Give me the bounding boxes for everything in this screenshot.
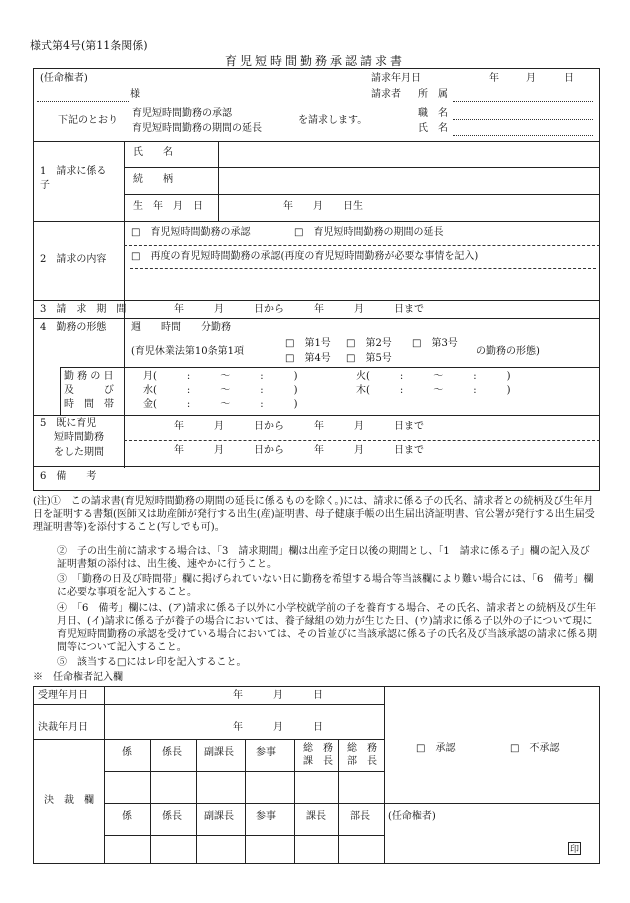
stamp-col-fukukacho-1: 副課長 bbox=[204, 747, 234, 758]
form-opt-4[interactable]: □ 第4号 bbox=[285, 353, 331, 364]
name-label: 氏 名 bbox=[418, 123, 448, 134]
form-reference: 様式第4号(第11条関係) bbox=[30, 39, 148, 52]
sama-label: 様 bbox=[130, 89, 140, 100]
appointer-field[interactable] bbox=[37, 101, 129, 102]
request-period: 年 月 日から 年 月 日まで bbox=[174, 304, 424, 315]
approval-text: 育児短時間勤務の承認 bbox=[132, 108, 232, 119]
option-approval[interactable]: □ 育児短時間勤務の承認 bbox=[131, 227, 251, 238]
stamp-col-somu-bucho: 総 務 部 長 bbox=[347, 743, 377, 767]
final-appointer-label: (任命権者) bbox=[388, 811, 436, 822]
affiliation-field[interactable] bbox=[453, 101, 593, 102]
days-label-3: 時 間 帯 bbox=[64, 399, 114, 410]
stamp-col-ka-2: 係 bbox=[122, 811, 132, 822]
affiliation-label: 所 属 bbox=[418, 89, 448, 100]
child-name-label: 氏 名 bbox=[133, 147, 173, 158]
past-period-1: 年 月 日から 年 月 日まで bbox=[174, 421, 424, 432]
appointer-label: (任命権者) bbox=[40, 73, 88, 84]
appointer-heading: ※ 任命権者記入欄 bbox=[33, 672, 123, 683]
lead-text: 下記のとおり bbox=[58, 115, 118, 126]
schedule-fri[interactable]: 金( : 〜 : ) bbox=[143, 399, 298, 410]
stamp-col-ka-1: 係 bbox=[122, 747, 132, 758]
days-label-1: 勤 務 の 日 bbox=[64, 371, 114, 382]
form-title: 育児短時間勤務承認請求書 bbox=[224, 54, 405, 68]
section1-label-a: 1 請求に係る bbox=[40, 166, 107, 177]
request-date-label: 請求年月日 bbox=[371, 73, 421, 84]
date-day: 日 bbox=[564, 73, 574, 84]
child-birth-label: 生 年 月 日 bbox=[133, 201, 203, 212]
stamp-col-bucho-2: 部長 bbox=[350, 811, 370, 822]
weekly-hours: 週 時間 分勤務 bbox=[131, 322, 231, 333]
stamp-col-kakaricho-2: 係長 bbox=[162, 811, 182, 822]
section4-label: 4 勤務の形態 bbox=[40, 322, 107, 333]
section2-label: 2 請求の内容 bbox=[40, 254, 107, 265]
stamp-col-kacho-2: 課長 bbox=[306, 811, 326, 822]
form-opt-3[interactable]: □ 第3号 bbox=[412, 338, 458, 349]
note-2: ② 子の出生前に請求する場合は、「3 請求期間」欄は出産予定日以後の期間とし、「1 請求に係る子」欄の記入及び証明書類の添付は、出生後、速やかに行うこと。 bbox=[57, 546, 590, 570]
approve-checkbox[interactable]: □ 承認 bbox=[416, 743, 456, 754]
section5-label-2: 短時間勤務 bbox=[54, 432, 104, 443]
section5-label-1: 5 既に育児 bbox=[40, 418, 97, 429]
stamp-col-kakaricho-1: 係長 bbox=[162, 747, 182, 758]
appointer-box bbox=[33, 686, 600, 864]
section5-label-3: をした期間 bbox=[54, 447, 104, 458]
section6-label: 6 備 考 bbox=[40, 471, 97, 482]
decided-label: 決裁年月日 bbox=[38, 722, 88, 733]
past-period-2: 年 月 日から 年 月 日まで bbox=[174, 445, 424, 456]
law-ref: (育児休業法第10条第1項 bbox=[131, 346, 244, 357]
post-field[interactable] bbox=[453, 119, 593, 120]
decided-date: 年 月 日 bbox=[233, 722, 323, 733]
stamp-col-sanji-1: 参事 bbox=[256, 747, 276, 758]
extension-text: 育児短時間勤務の期間の延長 bbox=[132, 123, 262, 134]
name-field[interactable] bbox=[453, 135, 593, 136]
form-text: の勤務の形態) bbox=[476, 346, 540, 357]
child-birth-value: 年 月 日生 bbox=[283, 201, 363, 212]
option-again[interactable]: □ 再度の育児短時間勤務の承認(再度の育児短時間勤務が必要な事情を記入) bbox=[131, 251, 479, 262]
decision-label: 決 裁 欄 bbox=[44, 795, 94, 806]
note-1: (注)① この請求書(育児短時間勤務の期間の延長に係るものを除く。)には、請求に係る子の氏名、請求者との続柄及び生年月日を証明する書類(医師又は助産師が発行する出生(産)証明書、母子健康手帳の出生届出済証明書、官公署が発行する出生届受理証明書等)を添付すること(写しでも可)。 bbox=[33, 496, 595, 533]
section3-label: 3 請 求 期 間 bbox=[40, 304, 127, 315]
days-label-2: 及 び bbox=[64, 385, 114, 396]
note-3: ③ 「勤務の日及び時間帯」欄に掲げられていない日に勤務を希望する場合等当該欄により難い場合には、「6 備考」欄に必要な事項を記入すること。 bbox=[57, 574, 594, 598]
tail-text: を請求します。 bbox=[298, 115, 368, 126]
child-relation-label: 続 柄 bbox=[133, 174, 173, 185]
schedule-mon[interactable]: 月( : 〜 : ) bbox=[143, 371, 298, 382]
note-4: ④ 「6 備考」欄には、(ア)請求に係る子以外に小学校就学前の子を養育する場合、その氏名、請求者との続柄及び生年月日、(イ)請求に係る子が養子の場合においては、養子縁組の効力が生じた日、(ウ)請求に係る子以外の子について現に育児短時間勤務の承認を受けている場合においては、その旨並びに当該承認に係る子の氏名及び当該承認の請求に係る期間等について記入すること。 bbox=[57, 603, 597, 653]
form-opt-2[interactable]: □ 第2号 bbox=[346, 338, 392, 349]
section1-label-b: 子 bbox=[40, 180, 50, 191]
form-opt-1[interactable]: □ 第1号 bbox=[285, 338, 331, 349]
form-opt-5[interactable]: □ 第5号 bbox=[346, 353, 392, 364]
stamp-col-sanji-2: 参事 bbox=[256, 811, 276, 822]
stamp-col-fukukacho-2: 副課長 bbox=[204, 811, 234, 822]
seal-icon: 印 bbox=[568, 842, 581, 855]
received-label: 受理年月日 bbox=[38, 690, 88, 701]
received-date: 年 月 日 bbox=[233, 690, 323, 701]
schedule-wed[interactable]: 水( : 〜 : ) bbox=[143, 385, 298, 396]
date-year: 年 bbox=[489, 73, 499, 84]
option-extension[interactable]: □ 育児短時間勤務の期間の延長 bbox=[294, 227, 444, 238]
schedule-thu[interactable]: 木( : 〜 : ) bbox=[356, 385, 511, 396]
post-label: 職 名 bbox=[418, 108, 448, 119]
stamp-col-somu-kacho: 総 務 課 長 bbox=[303, 743, 333, 767]
date-month: 月 bbox=[526, 73, 536, 84]
requester-label: 請求者 bbox=[371, 89, 401, 100]
note-5: ⑤ 該当する□にはレ印を記入すること。 bbox=[57, 657, 247, 668]
reject-checkbox[interactable]: □ 不承認 bbox=[510, 743, 560, 754]
schedule-tue[interactable]: 火( : 〜 : ) bbox=[356, 371, 511, 382]
